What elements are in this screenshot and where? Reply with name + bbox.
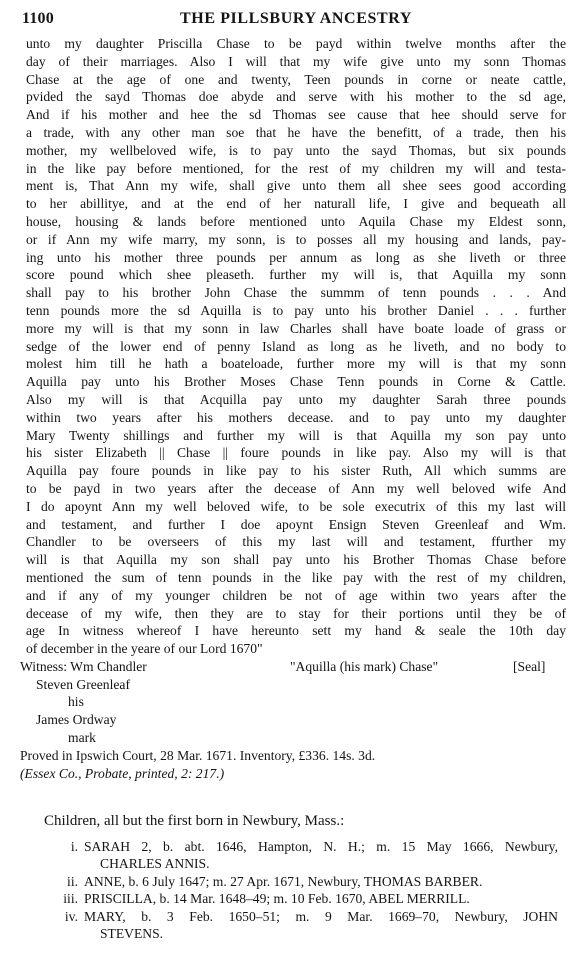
running-header [22,10,570,30]
will-line: Chase at the age of one and twenty, Teen pounds in corne or neate cattle, [26,71,566,87]
will-line: Mary Twenty shillings and further my will is that Aquilla my son pay unto [26,427,566,443]
list-item [0,838,582,855]
will-line: tenn pounds more the sd Aquilla is to pay unto his brother Daniel . . . further [26,302,566,318]
witness-greenleaf: Steven Greenleaf [36,676,130,692]
seal-mark: [Seal] [513,658,546,674]
will-line: and testament, and further I doe apoynt Ensign Steven Greenleaf and Wm. [26,516,566,532]
will-line: of december in the yeare of our Lord 1670" [26,641,263,657]
will-line: to be payd in two years after the decease of Ann my well beloved wife And [26,480,566,496]
will-line: within two years after his mothers decease. and to pay unto my daughter [26,409,566,425]
signer-name: "Aquilla (his mark) Chase" [290,658,439,674]
will-line: to her abillitye, and at the end of her naturall life, I give and bequeath all [26,196,566,212]
mark-line [26,729,566,747]
will-line: unto my daughter Priscilla Chase to be payd within twelve months after the [26,36,566,51]
will-line: day of their marriages. Also I will that my wife give unto my sonn Thomas [26,53,566,69]
list-item-continuation [0,855,582,872]
will-line: in the like pay before mentioned, for the rest of my children my will and testa- [26,160,566,176]
list-item [0,873,582,890]
will-line: sedge of the lower end of penny Island as long as he liveth, and no body to [26,338,566,354]
page-number: 1100 [22,10,54,27]
will-line: his sister Elizabeth || Chase || foure pounds in like pay. Also my will is that [26,445,566,461]
will-line: shall pay to his brother John Chase the summm of tenn pounds . . . And [26,285,566,301]
source-line [20,765,566,783]
will-line: mother, my wellbeloved wife, is to pay unto the sayd Thomas, but six pounds [26,142,566,158]
will-line: molest him till he hath a boateloade, further more my will is that my sonn [26,356,566,372]
will-paragraph [26,35,566,658]
witness-label: Witness: Wm Chandler [20,658,147,674]
child-spouse: CHARLES ANNIS. [100,856,210,872]
witness-line [20,658,566,676]
mark-label: mark [68,730,96,746]
witness-2-line [26,676,566,694]
child-entry: ANNE, b. 6 July 1647; m. 27 Apr. 1671, Newbury, THOMAS BARBER. [84,873,483,889]
will-line: decease of my wife, then they are to stay for their portions until they be of [26,605,566,621]
page-title: THE PILLSBURY ANCESTRY [180,10,412,27]
will-text [20,35,566,782]
witness-ordway: James Ordway [36,712,117,728]
will-line: will is that Aquilla my son shall pay unto his Brother Thomas Chase before [26,552,566,568]
list-item [0,890,582,907]
proved-line [20,747,566,765]
list-item-continuation [0,925,582,942]
will-line: ment is, That Ann my wife, shall give unto them all shee sees good according [26,178,566,194]
child-entry: PRISCILLA, b. 14 Mar. 1648–49; m. 10 Feb. 1670, ABEL MERRILL. [84,891,470,907]
children-heading: Children, all but the first born in Newbury, Mass.: [44,813,345,829]
will-line: house, housing & lands before mentioned unto Aquila Chase my Eldest sonn, [26,213,566,229]
child-number: iii. [63,891,78,907]
will-line: pvided the sayd Thomas doe abyde and serve with his mother to the sd age, [26,89,566,105]
will-line: a trade, with any other man soe that he have the benefitt, of a trade, then his [26,124,566,140]
his-line [26,693,566,711]
will-line: And if his mother and hee the sd Thomas see cause that hee should serve for [26,107,566,123]
will-line: I do apoynt Ann my well beloved wife, to be sole executrix of this my last will [26,498,566,514]
will-line: mentioned the sum of tenn pounds in the like pay with the rest of my children, [26,569,566,585]
child-number: ii. [67,873,78,889]
proved-text: Proved in Ipswich Court, 28 Mar. 1671. Inventory, £336. 14s. 3d. [20,747,376,763]
child-number: i. [70,839,78,854]
will-line: Chandler to be overseers of this my last will and testament, ffurther my [26,534,566,550]
will-line: score pound which shee pleaseth. further my will is, that Aquilla my sonn [26,267,566,283]
child-entry: MARY, b. 3 Feb. 1650–51; m. 9 Mar. 1669–70, Newbury, JOHN [84,908,558,924]
will-line: or if Ann my wife marry, my sonn, is to posses all my housing and lands, pay- [26,231,566,247]
will-line: Aquilla pay unto his Brother Moses Chase Tenn pounds in Corne & Cattle. [26,374,566,390]
children-list [0,838,582,942]
list-item [0,908,582,925]
child-entry: SARAH 2, b. abt. 1646, Hampton, N. H.; m. 15 May 1666, Newbury, [84,839,558,854]
will-line: Also my will is that Acquilla pay unto my daughter Sarah three pounds [26,391,566,407]
will-line: more my will is that my sonn in law Charles shall have boate loade of grass or [26,320,566,336]
will-line: Aquilla pay foure pounds in like pay to his sister Ruth, All which summs are [26,463,566,479]
will-line: age In witness whereof I have hereunto sett my hand & seale the 10th day [26,623,566,639]
witness-3-line [26,711,566,729]
child-number: iv. [64,908,78,924]
will-line: ing unto his mother three pounds per annum as long as she liveth or three [26,249,566,265]
his-mark-label: his [68,694,84,710]
source-citation: (Essex Co., Probate, printed, 2: 217.) [20,765,225,781]
will-line: and if any of my younger children be not of age within two years after the [26,587,566,603]
child-spouse: STEVENS. [100,925,164,941]
